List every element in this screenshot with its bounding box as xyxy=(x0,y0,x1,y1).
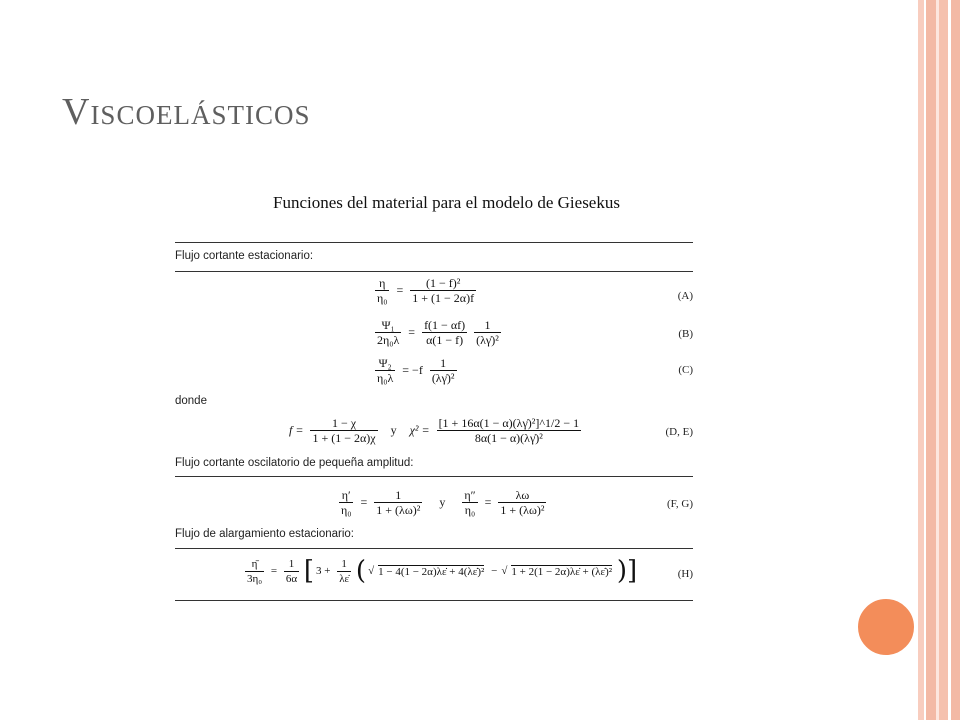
rule-line xyxy=(175,476,693,477)
slide-title: Viscoelásticos xyxy=(62,91,311,133)
rule-line xyxy=(175,242,693,243)
decor-stripe xyxy=(939,0,948,720)
decor-stripe xyxy=(926,0,936,720)
equation-f-g: $\frac{\eta'}{\text{η₀}}$ = $\frac{1}{\text{1 + (λω)²}}$ y $\frac{\eta''}{\text{η₀}}$ = $\frac{\lambda\omega}{\text{1 + (λω)²}}$ xyxy=(341,488,545,517)
equation-tag: (F, G) xyxy=(666,498,693,510)
equation-c: $\frac{\text{Ψ₂}}{\text{η₀λ}}$ = −f $\frac{1}{\text{(λγ̇)²}}$ xyxy=(377,356,455,385)
equation-h: $\frac{\etā}{\text{3η₀}}$ = $\frac{1}{6\alpha}$ [ 3 + $\frac{1}{\lambda\varepsiloṅ}$ ( √ 1 − 4(1 − 2α)λε̇ + 4(λε̇)² − √ 1 + 2(1 − 2α)λε̇ + (λε̇)² )] xyxy=(247,556,638,586)
equation-tag: (D, E) xyxy=(665,426,693,438)
section-label: Flujo cortante oscilatorio de pequeña amplitud: xyxy=(175,457,414,469)
equation-table xyxy=(175,238,693,604)
section-label: Flujo de alargamiento estacionario: xyxy=(175,528,354,540)
equation-tag: (A) xyxy=(677,290,693,302)
equation-tag: (H) xyxy=(677,568,693,580)
equation-b: $\frac{\text{Ψ₁}}{\text{2η₀λ}}$ = $\frac{f(1 - \alpha f)}{\alpha(1 - f)}$ $\frac{1}{\text{(λγ̇)²}}$ xyxy=(377,318,499,347)
rule-line xyxy=(175,600,693,601)
decor-stripe xyxy=(951,0,960,720)
decor-circle xyxy=(856,597,916,657)
rule-line xyxy=(175,271,693,272)
equation-a: $\frac{\eta}{\text{η₀}}$ = $\frac{\text{(1 − f)²}}{1 + (1 - 2\alpha)f}$ xyxy=(377,276,475,305)
rule-line xyxy=(175,548,693,549)
equation-tag: (C) xyxy=(678,364,693,376)
donde-label: donde xyxy=(175,395,207,407)
equation-d-e: f = $\frac{1 - \chi}{1 + (1 - 2\alpha)\chi}$ y χ² = $\frac{\text{[1 + 16α(1 − α)(λγ̇)²]\textasciicircum{}1/2 − 1}}{\text{8α(1 − α)(λγ̇)²}}$ xyxy=(289,416,580,445)
section-label: Flujo cortante estacionario: xyxy=(175,250,314,262)
slide-subtitle: Funciones del material para el modelo de Giesekus xyxy=(273,193,620,212)
equation-tag: (B) xyxy=(678,328,693,340)
